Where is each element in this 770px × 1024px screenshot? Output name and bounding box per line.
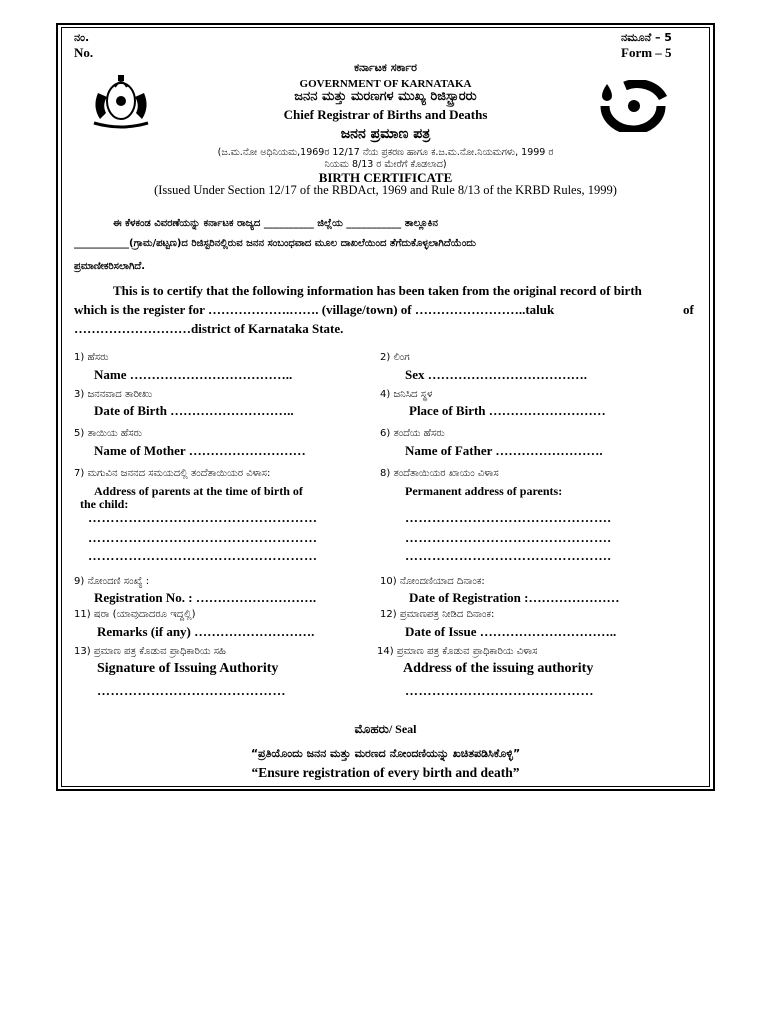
registrar-title-kn: ಜನನ ಮತ್ತು ಮರಣಗಳ ಮುಖ್ಯ ರಿಜಿಸ್ಟ್ರಾರರು bbox=[294, 89, 477, 104]
field-3-label-kn: 3) ಜನನವಾದ ತಾರೀಖು bbox=[74, 389, 153, 400]
field-10-label-kn: 10) ನೋಂದಣಿಯಾದ ದಿನಾಂಕ: bbox=[380, 576, 485, 587]
permanent-address-line: ………………………………………. bbox=[405, 530, 612, 545]
permanent-address-line: ………………………………………. bbox=[405, 548, 612, 563]
name-of-father-field: Name of Father ……………………. bbox=[405, 443, 603, 458]
intro-kn-line-1: ಈ ಕೆಳಕಂಡ ವಿವರಣೆಯನ್ನು ಕರ್ನಾಟಕ ರಾಜ್ಯದ __________ ಜಿಲ್ಲೆಯ ___________ ತಾಲ್ಲೂಕಿನ bbox=[113, 218, 438, 229]
field-13-label-kn: 13) ಪ್ರಮಾಣ ಪತ್ರ ಕೊಡುವ ಪ್ರಾಧಿಕಾರಿಯ ಸಹಿ bbox=[74, 646, 226, 657]
registration-no-field: Registration No. : ………………………. bbox=[94, 590, 317, 605]
certificate-title-en: BIRTH CERTIFICATE bbox=[318, 170, 453, 185]
field-8-label-en: Permanent address of parents: bbox=[405, 484, 563, 498]
issuing-address-label: Address of the issuing authority bbox=[403, 661, 594, 676]
certificate-title-kn: ಜನನ ಪ್ರಮಾಣ ಪತ್ರ bbox=[340, 126, 431, 142]
birth-address-line: …………………………………………… bbox=[88, 510, 318, 525]
seal-label: ಮೊಹರು/ Seal bbox=[354, 722, 417, 736]
act-reference-en: (Issued Under Section 12/17 of the RBDAct, 1969 and Rule 8/13 of the KRBD Rules, 1999) bbox=[154, 183, 617, 197]
slogan-en: “Ensure registration of every birth and death” bbox=[251, 765, 520, 780]
birth-address-line: …………………………………………… bbox=[88, 548, 318, 563]
field-1-label-kn: 1) ಹೆಸರು bbox=[74, 352, 109, 363]
field-4-label-kn: 4) ಜನಿಸಿದ ಸ್ಥಳ bbox=[380, 389, 433, 400]
field-7-label-en-2: the child: bbox=[80, 497, 129, 511]
intro-en-line-2: which is the register for ……………….……. (village/town) of ……………………..taluk bbox=[74, 302, 555, 317]
field-9-label-kn: 9) ನೋಂದಣಿ ಸಂಖ್ಯೆ : bbox=[74, 576, 150, 587]
issuing-address-line: …………………………………… bbox=[405, 683, 594, 698]
act-reference-kn-2: ನಿಯಮ 8/13 ರ ಮೇರೆಗೆ ಕೊಡಲಾದ) bbox=[324, 159, 447, 170]
field-2-label-kn: 2) ಲಿಂಗ bbox=[380, 352, 410, 363]
intro-kn-line-2: ___________(ಗ್ರಾಮ/ಪಟ್ಟಣ)ದ ರಿಜಿಸ್ಟರಿನಲ್ಲಿರುವ ಜನನ ಸಂಬಂಧವಾದ ಮೂಲ ದಾಖಲೆಯಿಂದ ತೆಗೆದುಕೊಳ್ಳಲಾಗಿದೆಯೆಂದು bbox=[74, 238, 476, 249]
form-label-en: Form – 5 bbox=[621, 45, 672, 60]
slogan-kn: “ಪ್ರತಿಯೊಂದು ಜನನ ಮತ್ತು ಮರಣದ ನೋಂದಣಿಯನ್ನು ಖಚಿತಪಡಿಸಿಕೊಳ್ಳಿ” bbox=[250, 747, 521, 760]
permanent-address-line: ………………………………………. bbox=[405, 510, 612, 525]
act-reference-kn-1: (ಜ.ಮ.ನೋ ಅಧಿನಿಯಮ,1969ರ 12/17 ನೆಯ ಪ್ರಕರಣ ಹಾಗೂ ಕ.ಜ.ಮ.ನೋ.ನಿಯಮಗಳು, 1999 ರ bbox=[217, 147, 554, 158]
remarks-field: Remarks (if any) ………………………. bbox=[97, 624, 315, 639]
govt-title-kn: ಕರ್ನಾಟಕ ಸರ್ಕಾರ bbox=[354, 61, 417, 74]
form-label-kn: ನಮೂನೆ – 5 bbox=[621, 31, 672, 44]
signature-line: …………………………………… bbox=[97, 683, 286, 698]
date-of-birth-field: Date of Birth ……………………….. bbox=[94, 403, 294, 418]
field-14-label-kn: 14) ಪ್ರಮಾಣ ಪತ್ರ ಕೊಡುವ ಪ್ರಾಧಿಕಾರಿಯ ವಿಳಾಸ bbox=[377, 646, 538, 657]
intro-en-line-3: ………………………district of Karnataka State. bbox=[74, 321, 344, 336]
field-6-label-kn: 6) ತಂದೆಯ ಹೆಸರು bbox=[380, 428, 445, 439]
field-5-label-kn: 5) ತಾಯಿಯ ಹೆಸರು bbox=[74, 428, 143, 439]
name-field: Name ……………………………….. bbox=[94, 367, 293, 382]
place-of-birth-field: Place of Birth ……………………… bbox=[409, 403, 606, 418]
field-7-label-en: Address of parents at the time of birth of bbox=[94, 484, 303, 498]
field-11-label-kn: 11) ಷರಾ (ಯಾವುದಾದರೂ ಇದ್ದಲ್ಲಿ) bbox=[74, 609, 196, 620]
no-label-kn: ನಂ. bbox=[74, 31, 90, 44]
name-of-mother-field: Name of Mother ……………………… bbox=[94, 443, 306, 458]
date-of-issue-field: Date of Issue ………………………….. bbox=[405, 624, 617, 639]
intro-en-line-2-end: of bbox=[683, 302, 694, 317]
registrar-title-en: Chief Registrar of Births and Deaths bbox=[283, 107, 488, 122]
no-label-en: No. bbox=[74, 45, 94, 60]
birth-address-line: …………………………………………… bbox=[88, 530, 318, 545]
field-7-label-kn: 7) ಮಗುವಿನ ಜನನದ ಸಮಯದಲ್ಲಿ ತಂದೆತಾಯಿಯರ ವಿಳಾಸ: bbox=[74, 468, 271, 479]
sex-field: Sex ………………………………. bbox=[405, 367, 587, 382]
field-8-label-kn: 8) ತಂದೆತಾಯಿಯರ ಖಾಯಂ ವಿಳಾಸ bbox=[380, 468, 499, 479]
govt-title-en: GOVERNMENT OF KARNATAKA bbox=[299, 78, 472, 90]
intro-en-line-1: This is to certify that the following information has been taken from the original record of birth bbox=[113, 283, 642, 298]
signature-label: Signature of Issuing Authority bbox=[97, 661, 279, 676]
date-of-registration-field: Date of Registration :………………… bbox=[409, 590, 620, 605]
intro-kn-line-3: ಪ್ರಮಾಣೀಕರಿಸಲಾಗಿದೆ. bbox=[74, 261, 146, 272]
field-12-label-kn: 12) ಪ್ರಮಾಣಪತ್ರ ನೀಡಿದ ದಿನಾಂಕ: bbox=[380, 609, 495, 620]
